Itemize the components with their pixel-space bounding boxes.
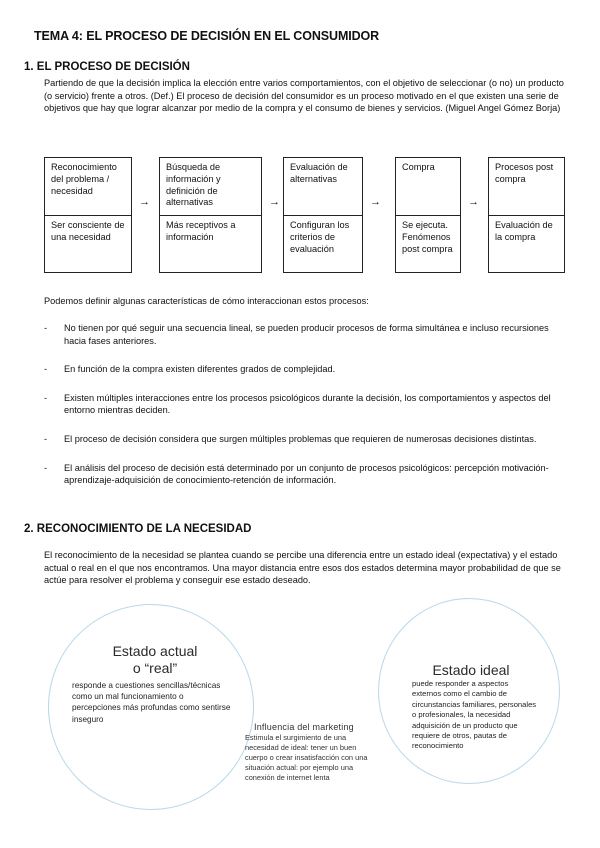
page-title: TEMA 4: EL PROCESO DE DECISIÓN EN EL CONSUMIDOR bbox=[34, 29, 380, 43]
flow-box-description: Se ejecuta. Fenómenos post compra bbox=[402, 220, 453, 254]
flow-box-stage: Compra bbox=[402, 162, 435, 172]
section-1-heading: 1. EL PROCESO DE DECISIÓN bbox=[24, 61, 190, 73]
marketing-text: Estimula el surgimiento de una necesidad de ideal: tener un buen cuerpo o crear insatisfacción con una situación actual: por ejemplo una conexión de internet lenta bbox=[245, 733, 368, 782]
characteristics-list bbox=[44, 322, 564, 503]
estado-actual-text: responde a cuestiones sencillas/técnicas como un mal funcionamiento o percepciones más profundas como sentirse inseguro bbox=[72, 681, 231, 724]
section-2-heading: 2. RECONOCIMIENTO DE LA NECESIDAD bbox=[24, 523, 252, 535]
flow-box-busqueda bbox=[159, 157, 262, 273]
flow-box-stage: Reconocimiento del problema / necesidad bbox=[51, 162, 117, 196]
flow-box-divider bbox=[489, 215, 564, 216]
list-item bbox=[44, 462, 564, 487]
list-item bbox=[44, 322, 564, 347]
list-item-text: En función de la compra existen diferentes grados de complejidad. bbox=[64, 364, 336, 375]
flow-box-evaluacion bbox=[283, 157, 363, 273]
flow-arrow-icon: → bbox=[370, 196, 381, 208]
flow-box-stage: Búsqueda de información y definición de alternativas bbox=[166, 162, 221, 208]
list-item bbox=[44, 363, 564, 376]
list-item-text: Existen múltiples interacciones entre los procesos psicológicos durante la decisión, los comportamientos y aspectos del entorno mientras deciden. bbox=[64, 392, 551, 416]
flow-arrow-icon: → bbox=[269, 196, 280, 208]
list-item-text: El análisis del proceso de decisión está determinado por un conjunto de procesos psicológicos: percepción motivación-aprendizaje-adquisición de conocimiento-retención de información. bbox=[64, 462, 549, 486]
list-item-text: No tienen por qué seguir una secuencia lineal, se pueden producir procesos de forma simultánea e incluso recursiones hacia fases anteriores. bbox=[64, 323, 549, 346]
bullet-marker: - bbox=[44, 462, 48, 473]
flow-arrow-icon: → bbox=[468, 196, 479, 208]
flow-box-divider bbox=[284, 215, 362, 216]
flow-box-divider bbox=[160, 215, 261, 216]
estado-ideal-text: puede responder a aspectos externos como el cambio de circunstancias familiares, personales o profesionales, la necesidad adquisición de un producto que requiere de otros, pautas de reconocimiento bbox=[412, 679, 537, 751]
characteristics-intro: Podemos definir algunas características de cómo interaccionan estos procesos: bbox=[44, 296, 369, 306]
flow-arrow-icon: → bbox=[139, 196, 150, 208]
flow-box-description: Más receptivos a información bbox=[166, 220, 236, 242]
bullet-marker: - bbox=[44, 433, 48, 444]
section-1-paragraph: Partiendo de que la decisión implica la elección entre varios comportamientos, con el objetivo de seleccionar (o no) un producto (o servicio) frente a otros. (Def.) El proceso de decisión del consumidor es un proceso motivado en el que existen una serie de objetivos que hay que lograr alcanzar por medio de la compra y el consumo de bienes y servicios. (Miguel Angel Gómez Borja) bbox=[44, 78, 564, 114]
estado-ideal-title: Estado ideal bbox=[432, 662, 510, 678]
flow-box-description: Evaluación de la compra bbox=[495, 220, 553, 242]
bullet-marker: - bbox=[44, 323, 48, 333]
estado-actual-title bbox=[80, 643, 230, 677]
flow-box-divider bbox=[45, 215, 131, 216]
flow-box-divider bbox=[396, 215, 460, 216]
flow-box-stage: Evaluación de alternativas bbox=[290, 162, 348, 184]
list-item bbox=[44, 392, 564, 417]
section-2-paragraph: El reconocimiento de la necesidad se plantea cuando se percibe una diferencia entre un estado ideal (expectativa) y el estado actual o real en el que nos encontramos. Una mayor distancia entre esos dos estados determina mayor probabilidad de que se actúe para resolver el problema y conseguir ese estado deseado. bbox=[44, 550, 561, 586]
estado-actual-title-line1: Estado actual bbox=[112, 643, 198, 659]
flow-box-reconocimiento bbox=[44, 157, 132, 273]
flow-box-compra bbox=[395, 157, 461, 273]
flow-box-description: Ser consciente de una necesidad bbox=[51, 220, 125, 242]
flow-box-stage: Procesos post compra bbox=[495, 162, 554, 184]
flow-box-postcompra bbox=[488, 157, 565, 273]
estado-actual-title-line2: o “real” bbox=[132, 660, 178, 676]
bullet-marker: - bbox=[44, 392, 48, 403]
marketing-title: Influencia del marketing bbox=[254, 722, 354, 732]
flow-box-description: Configuran los criterios de evaluación bbox=[290, 220, 350, 254]
list-item bbox=[44, 433, 564, 446]
bullet-marker: - bbox=[44, 364, 48, 375]
list-item-text: El proceso de decisión considera que surgen múltiples problemas que requieren de numerosas decisiones distintas. bbox=[64, 433, 537, 444]
